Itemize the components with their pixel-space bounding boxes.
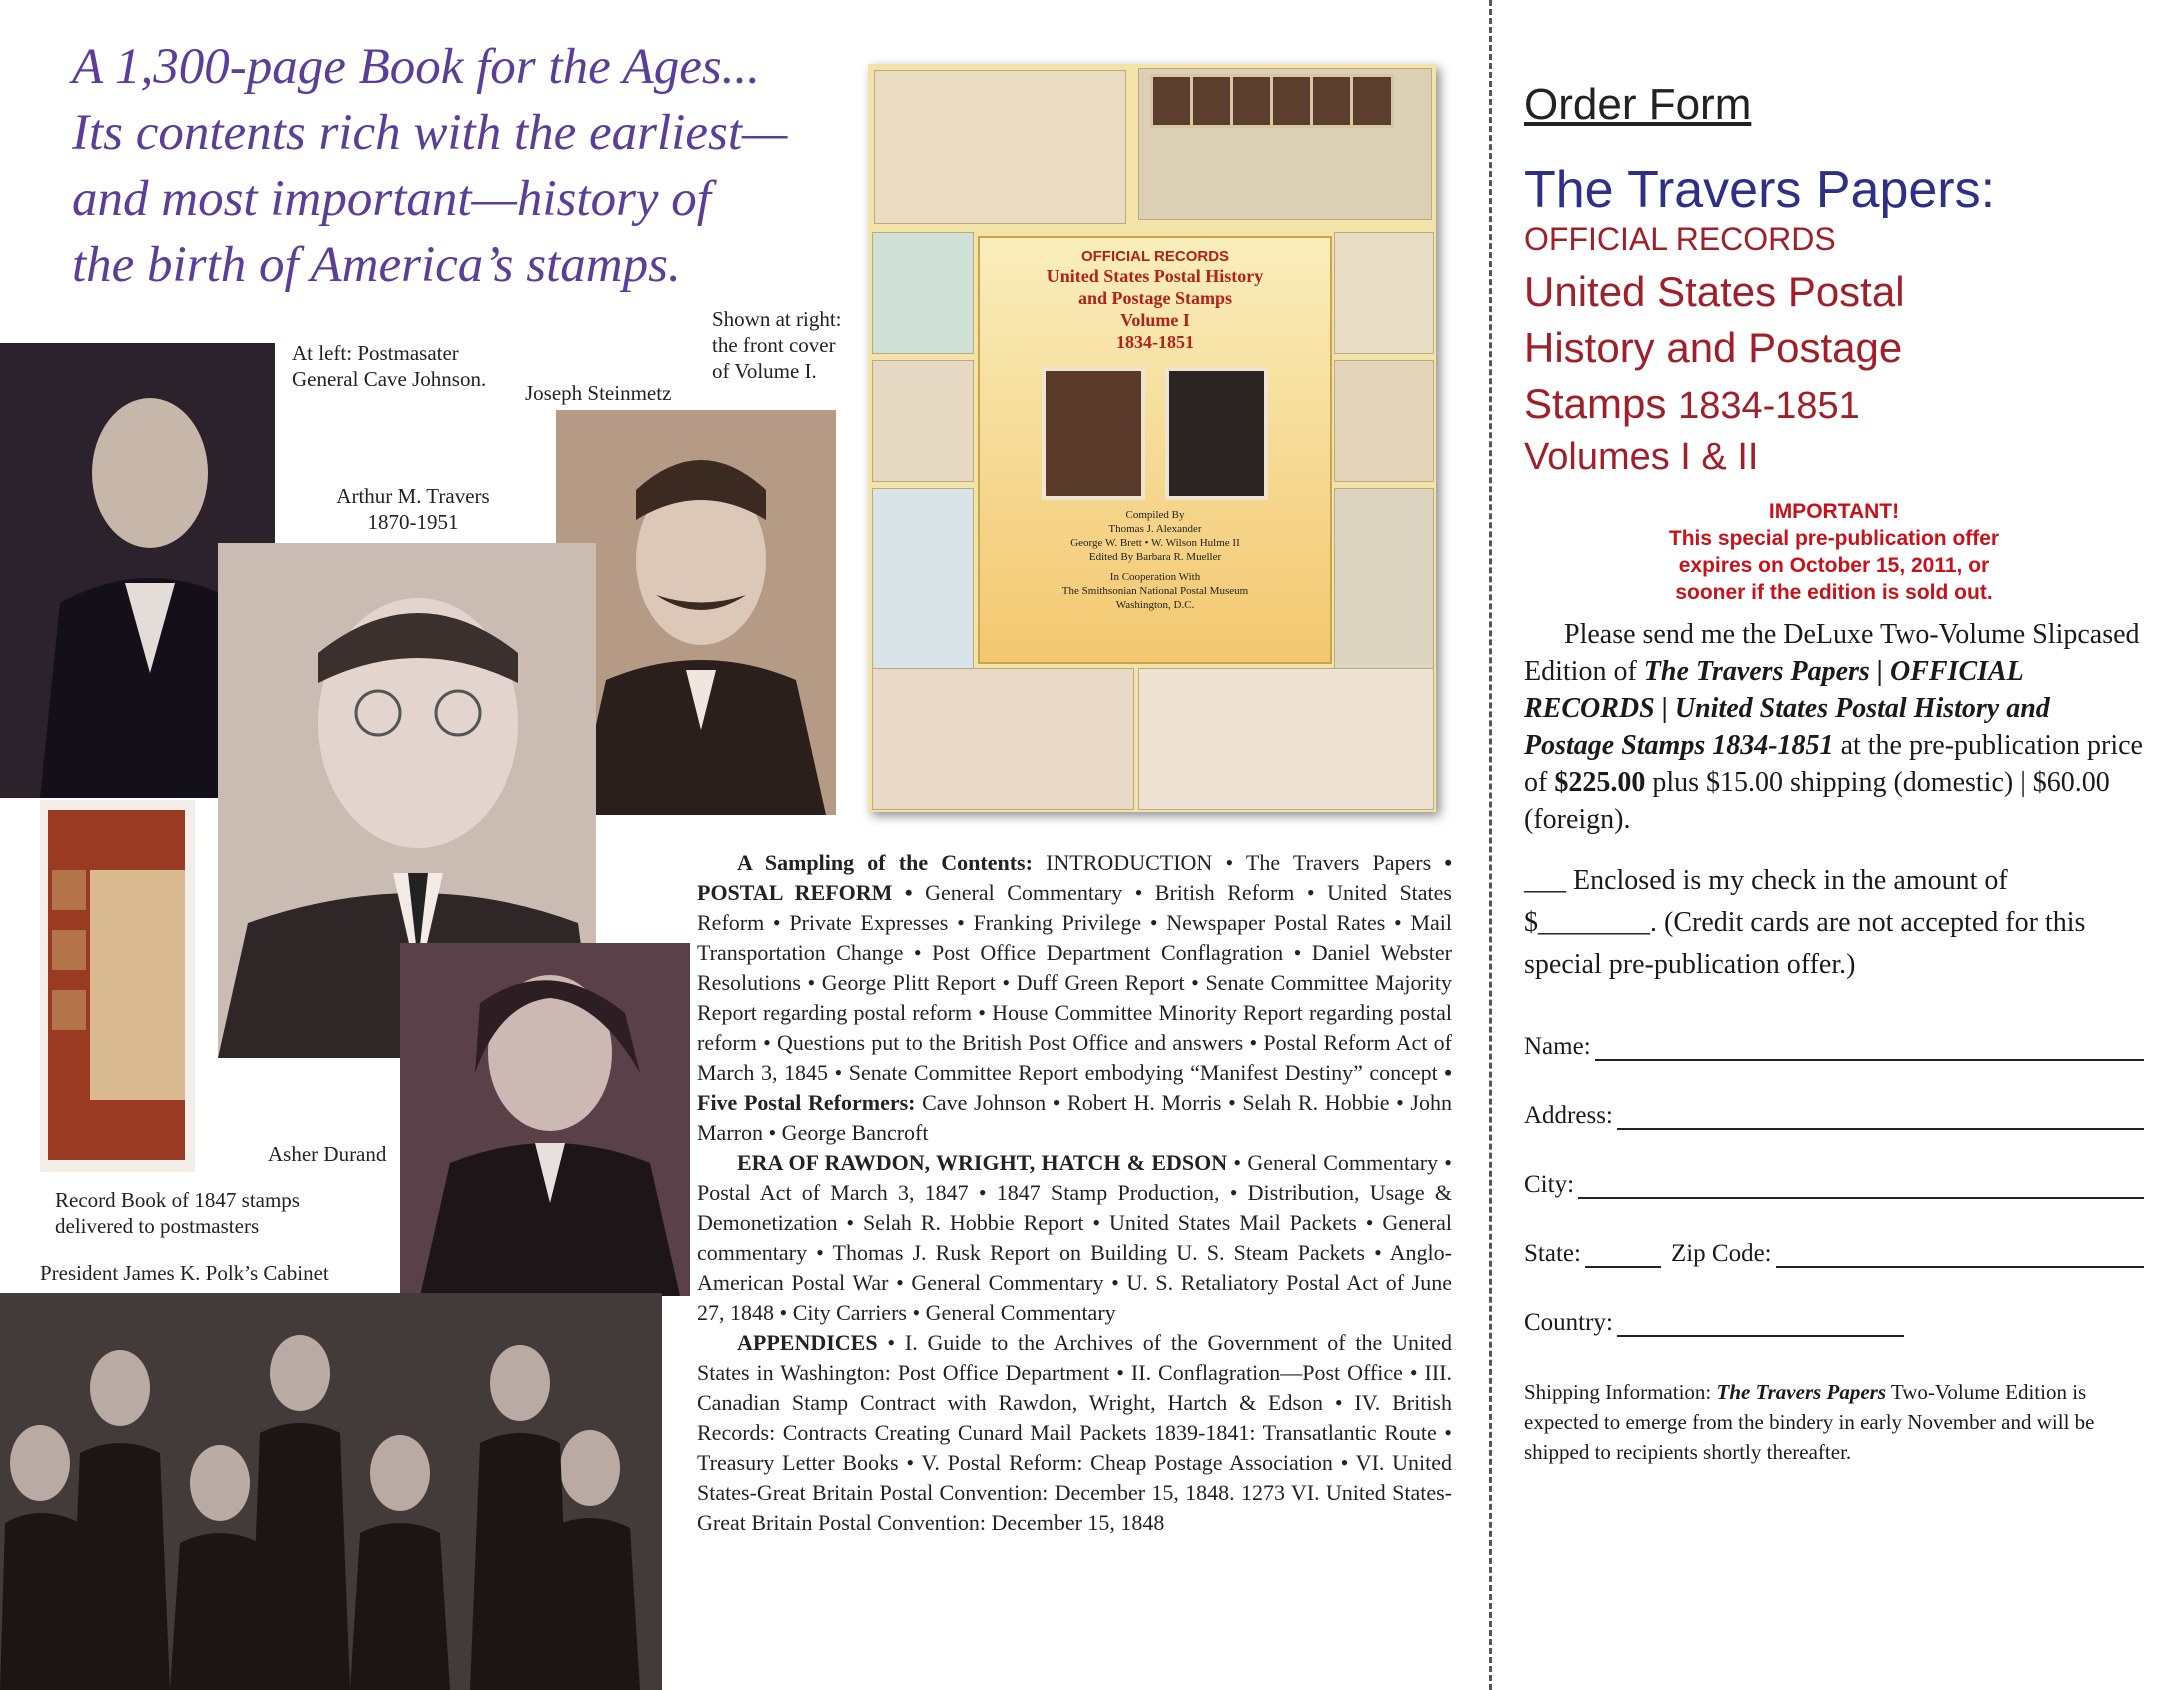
cover-compiled: Compiled By: [1125, 509, 1185, 521]
order-request-c: plus $15.00 shipping (domestic) | $60.00 (foreign).: [1524, 767, 2110, 835]
cover-stamp: [1310, 74, 1354, 128]
address-line[interactable]: [1617, 1102, 2144, 1130]
cover-editor: Edited By Barbara R. Mueller: [1088, 551, 1222, 563]
contents-postal-reform-text: General Commentary • British Reform • United States Reform • Private Expresses • Franking Privilege • Newspaper Postal Rates • Mail Transportation Change • Post Office Department Conflagration • Daniel Webster Resolutions • George Plitt Report • Duff Green Report • Senate Committee Majority Report regarding postal reform • House Committee Minority Report regarding postal reform • Questions put to the British Post Office and answers • Postal Reform Act of March 3, 1845 • Senate Committee Report embodying “Manifest Destiny” concept: [697, 880, 1452, 1085]
caption-durand: Asher Durand: [268, 1142, 387, 1166]
shipping-info-a: Shipping Information:: [1524, 1380, 1717, 1404]
order-form-sub-4a: Stamps: [1524, 380, 1667, 427]
caption-record-book: [55, 1187, 355, 1239]
cover-coop-3: Washington, D.C.: [1115, 599, 1195, 611]
shipping-info-b: Two-Volume Edition is expected to emerge from the bindery in early November and will be shipped to recipients shortly thereafter.: [1524, 1380, 2095, 1464]
country-line[interactable]: [1617, 1309, 1904, 1337]
cover-coop-1: In Cooperation With: [1109, 571, 1201, 583]
check-dollar-field[interactable]: $________: [1524, 907, 1650, 938]
order-form: [1524, 80, 2144, 1467]
state-label: State:: [1524, 1240, 1581, 1267]
cover-stamp-washington: [1165, 367, 1268, 500]
caption-steinmetz: Joseph Steinmetz: [525, 381, 672, 405]
cover-label-official: OFFICIAL RECORDS: [1080, 248, 1230, 265]
caption-shown-right-line-1: Shown at right:: [712, 307, 842, 331]
city-line[interactable]: [1578, 1171, 2144, 1199]
important-line-1: IMPORTANT!: [1768, 500, 1900, 523]
cover-envelope: [1334, 360, 1434, 482]
cover-envelope: [1334, 232, 1434, 354]
order-request-b: at the pre-publication price of: [1524, 730, 2143, 798]
cover-label-years: 1834-1851: [1116, 332, 1194, 352]
caption-record-book-line-1: Record Book of 1847 stamps: [55, 1188, 300, 1212]
city-label: City:: [1524, 1171, 1575, 1198]
order-form-volumes: Volumes I & II: [1524, 436, 1759, 478]
cover-author-1: Thomas J. Alexander: [1108, 523, 1202, 535]
country-field[interactable]: [1524, 1268, 1904, 1337]
contents-era-lead: ERA OF RAWDON, WRIGHT, HATCH & EDSON: [737, 1150, 1228, 1175]
photo-asher-durand: [400, 943, 690, 1296]
contents-intro: INTRODUCTION • The Travers Papers: [1032, 850, 1445, 875]
photo-joseph-steinmetz: [556, 410, 836, 815]
check-amount-text: [1524, 860, 2144, 986]
cover-label-us-postal: United States Postal History: [1046, 266, 1264, 286]
address-fields: [1524, 992, 2144, 1337]
order-form-sub-3: History and Postage: [1524, 324, 1903, 371]
caption-travers: [333, 483, 493, 535]
state-zip-field[interactable]: [1524, 1199, 2144, 1268]
headline-line-1: A 1,300-page Book for the Ages...: [72, 39, 760, 95]
order-request-price: $225.00: [1554, 767, 1646, 798]
cover-envelope: [872, 360, 974, 482]
cover-envelope: [872, 668, 1134, 810]
order-request-a: Please send me the DeLuxe Two-Volume Slipcased Edition of: [1524, 619, 2140, 687]
check-text-b: . (Credit cards are not accepted for this special pre-publication offer.): [1524, 907, 2086, 980]
order-form-sub-4: [1524, 376, 2144, 434]
order-form-heading: Order Form: [1524, 80, 1752, 129]
cover-stamp: [1350, 74, 1394, 128]
check-blank[interactable]: ___: [1524, 865, 1566, 896]
cut-line-divider: [1489, 0, 1492, 1690]
order-form-sub-4b: 1834-1851: [1678, 385, 1860, 427]
caption-cave-johnson: At left: Postmasater General Cave Johnson.: [292, 341, 487, 391]
country-label: Country:: [1524, 1309, 1613, 1336]
photo-record-book: [40, 800, 195, 1172]
cover-stamp: [1270, 74, 1314, 128]
order-request-text: [1524, 616, 2144, 838]
name-field[interactable]: [1524, 992, 2144, 1061]
cover-envelope: [874, 70, 1126, 224]
important-line-3: expires on October 15, 2011, or: [1678, 554, 1990, 577]
important-line-2: This special pre-publication offer: [1668, 527, 2000, 550]
caption-travers-years: 1870-1951: [367, 510, 459, 534]
cover-stamp: [1150, 74, 1194, 128]
state-line[interactable]: [1585, 1240, 1661, 1268]
address-label: Address:: [1524, 1102, 1613, 1129]
book-cover-volume-1: [868, 64, 1436, 812]
cover-coop-2: The Smithsonian National Postal Museum: [1061, 585, 1249, 597]
caption-travers-name: Arthur M. Travers: [336, 484, 490, 508]
cover-envelope: [872, 232, 974, 354]
contents-lead: A Sampling of the Contents:: [737, 850, 1033, 875]
name-line[interactable]: [1595, 1033, 2144, 1061]
order-form-title: The Travers Papers:: [1524, 161, 1996, 219]
zip-line[interactable]: [1776, 1240, 2144, 1268]
headline-line-2: Its contents rich with the earliest—: [72, 105, 788, 161]
caption-record-book-line-2: delivered to postmasters: [55, 1214, 260, 1238]
cover-title-panel: [978, 236, 1332, 664]
order-form-sub-2: United States Postal: [1524, 268, 1905, 315]
cover-envelope: [1138, 668, 1434, 810]
contents-sampling: [697, 848, 1452, 1538]
important-line-4: sooner if the edition is sold out.: [1675, 581, 1993, 604]
headline-line-3: and most important—history of: [72, 171, 711, 227]
caption-shown-right-line-3: of Volume I.: [712, 359, 817, 383]
address-field[interactable]: [1524, 1061, 2144, 1130]
contents-paragraph-appendices: [697, 1328, 1452, 1538]
city-field[interactable]: [1524, 1130, 2144, 1199]
cover-label-volume: Volume I: [1120, 310, 1190, 330]
important-notice: [1524, 498, 2144, 606]
contents-paragraph-postal-reform: [697, 848, 1452, 1148]
contents-reformers-list: Cave Johnson • Robert H. Morris • Selah R. Hobbie • John Marron • George Bancroft: [697, 1090, 1452, 1145]
cover-stamp-franklin: [1042, 367, 1145, 500]
shipping-info: [1524, 1377, 2144, 1467]
contents-postal-reform: • POSTAL REFORM •: [697, 850, 1453, 905]
contents-era-text: • General Commentary • Postal Act of March 3, 1847 • 1847 Stamp Production, • Distribution, Usage & Demonetization • Selah R. Hobbie Report • United States Mail Packets • General commentary • Thomas J. Rusk Report on Building U. S. Steam Packets • Anglo-American Postal War • General Commentary • U. S. Retaliatory Postal Act of June 27, 1848 • City Carriers • General Commentary: [697, 1150, 1452, 1325]
photo-polk-cabinet: [0, 1293, 662, 1690]
contents-paragraph-era: [697, 1148, 1452, 1328]
name-label: Name:: [1524, 1033, 1591, 1060]
cover-stamps: [980, 367, 1330, 500]
contents-five-reformers: • Five Postal Reformers:: [697, 1060, 1452, 1115]
cover-stamp: [1190, 74, 1234, 128]
shipping-info-title: The Travers Papers: [1716, 1380, 1887, 1404]
order-form-official-records: OFFICIAL RECORDS: [1524, 221, 1836, 257]
cover-stamp: [1230, 74, 1274, 128]
caption-shown-right-line-2: the front cover: [712, 333, 836, 357]
caption-polk-cabinet: President James K. Polk’s Cabinet: [40, 1261, 329, 1285]
headline: [72, 34, 872, 298]
cover-author-2: George W. Brett • W. Wilson Hulme II: [1070, 537, 1240, 549]
caption-shown-right: [712, 306, 862, 384]
contents-appendices-lead: APPENDICES: [737, 1330, 878, 1355]
headline-line-4: the birth of America’s stamps.: [72, 237, 681, 293]
order-request-title: The Travers Papers | OFFICIAL RECORDS | United States Postal History and Postage Stamps 1834-1851: [1524, 656, 2050, 761]
zip-label: Zip Code:: [1670, 1240, 1772, 1267]
cover-label-postage: and Postage Stamps: [1077, 288, 1233, 308]
check-text-a: Enclosed is my check in the amount of: [1566, 865, 2008, 896]
contents-appendices-text: • I. Guide to the Archives of the Government of the United States in Washington: Post Office Department • II. Conflagration—Post Office • III. Canadian Stamp Contract with Rawdon, Wright, Hartch & Edson • IV. British Records: Contracts Creating Cunard Mail Packets 1839-1841: Transatlantic Route • Treasury Letter Books • V. Postal Reform: Cheap Postage Association • VI. United States-Great Britain Postal Convention: December 15, 1848. 1273 VI. United States-Great Britain Postal Convention: December 15, 1848: [697, 1330, 1452, 1535]
